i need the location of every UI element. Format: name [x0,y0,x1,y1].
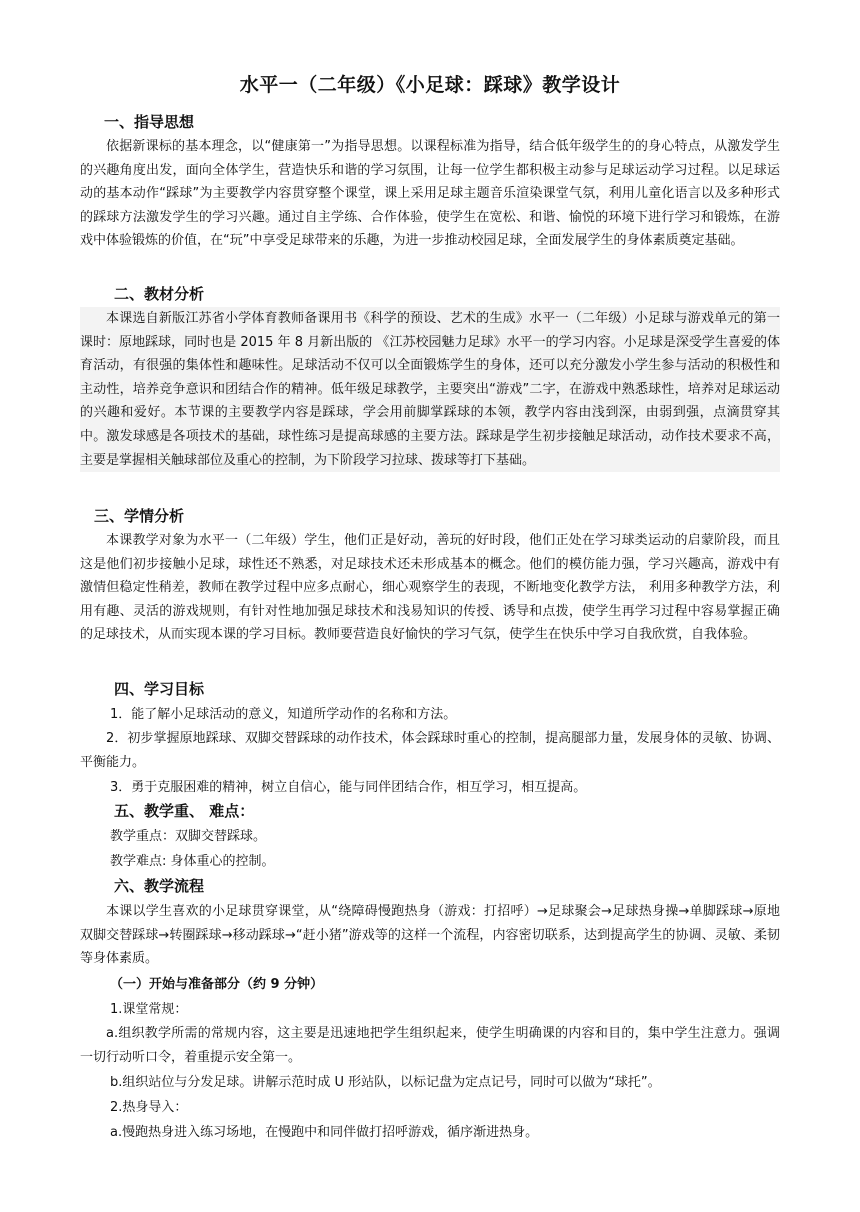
step-warm-up: 2.热身导入： [110,1100,188,1115]
section-body-teaching-process [80,900,780,971]
goal-item-3: 3．勇于克服困难的精神，树立自信心，能与同伴团结合作，相互学习，相互提高。 [110,780,587,795]
goal-item-2 [80,727,780,774]
section-heading-key-points: 五、教学重、 难点： [114,802,255,820]
section-heading-teaching-process: 六、教学流程 [114,877,205,895]
step-warm-up-a: a.慢跑热身进入练习场地，在慢跑中和同伴做打招呼游戏，循序渐进热身。 [110,1125,539,1140]
section-body-material-analysis [80,307,780,472]
key-point-text: 教学重点：双脚交替踩球。 [110,829,267,844]
section-heading-learner-analysis: 三、学情分析 [94,507,185,525]
step-class-routine: 1.课堂常规： [110,1002,188,1017]
step-class-routine-a [80,1022,780,1069]
part-heading-start-prep: （一）开始与准备部分（约 9 分钟） [110,977,324,992]
goal-item-1: 1．能了解小足球活动的意义，知道所学动作的名称和方法。 [110,707,457,722]
paragraph: 本课以学生喜欢的小足球贯穿课堂，从“绕障碍慢跑热身（游戏：打招呼）→足球聚会→足球热身操→单脚踩球→原地双脚交替踩球→转圈踩球→移动踩球→“赶小猪”游戏等的这样一个流程，内容密切联系，达到提高学生的协调、灵敏、柔韧等身体素质。 [80,904,780,967]
paragraph: 本课教学对象为水平一（二年级）学生，他们正是好动，善玩的好时段，他们正处在学习球类运动的启蒙阶段，而且这是他们初步接触小足球，球性还不熟悉，对足球技术还未形成基本的概念。他们的模仿能力强，学习兴趣高，游戏中有激情但稳定性稍差，教师在教学过程中应多点耐心，细心观察学生的表现，不断地变化教学方法， 利用多种教学方法，利用有趣、灵活的游戏规则，有针对性地加强足球技术和浅易知识的传授、诱导和点拨，使学生再学习过程中容易掌握正确的足球技术，从而实现本课的学习目标。教师要营造良好愉快的学习气氛，使学生在快乐中学习自我欣赏，自我体验。 [80,533,780,643]
paragraph: 2．初步掌握原地踩球、双脚交替踩球的动作技术，体会踩球时重心的控制，提高腿部力量，发展身体的灵敏、协调、平衡能力。 [80,731,780,770]
section-heading-learning-goals: 四、学习目标 [114,680,205,698]
difficulty-text: 教学难点: 身体重心的控制。 [110,854,275,869]
paragraph: 依据新课标的基本理念，以“健康第一”为指导思想。以课程标准为指导，结合低年级学生的的身心特点，从激发学生的兴趣角度出发，面向全体学生，营造快乐和谐的学习氛围，让每一位学生都积极主动参与足球运动学习过程。以足球运动的基本动作“踩球”为主要教学内容贯穿整个课堂，课上采用足球主题音乐渲染课堂气氛，利用儿童化语言以及多种形式的踩球方法激发学生的学习兴趣。通过自主学练、合作体验，使学生在宽松、和谐、愉悦的环境下进行学习和锻炼，在游戏中体验锻炼的价值，在“玩”中享受足球带来的乐趣，为进一步推动校园足球，全面发展学生的身体素质奠定基础。 [80,139,780,249]
document-title: 水平一（二年级）《小足球：踩球》教学设计 [239,74,621,96]
section-body-guiding-ideology [80,135,780,253]
step-class-routine-b: b.组织站位与分发足球。讲解示范时成 U 形站队，以标记盘为定点记号，同时可以做为“球托”。 [110,1075,661,1090]
section-heading-material-analysis: 二、教材分析 [114,285,205,303]
paragraph: a.组织教学所需的常规内容，这主要是迅速地把学生组织起来，使学生明确课的内容和目的，集中学生注意力。强调一切行动听口令，着重提示安全第一。 [80,1026,780,1065]
paragraph: 本课选自新版江苏省小学体育教师备课用书《科学的预设、艺术的生成》水平一（二年级）小足球与游戏单元的第一课时：原地踩球，同时也是 2015 年 8 月新出版的 《江苏校园魅力足球》水平一的学习内容。小足球是深受学生喜爱的体育活动，有很强的集体性和趣味性。足球活动不仅可以全面锻炼学生的身体，还可以充分激发小学生参与活动的积极性和主动性，培养竞争意识和团结合作的精神。低年级足球教学，主要突出“游戏”二字，在游戏中熟悉球性，培养对足球运动的兴趣和爱好。本节课的主要教学内容是踩球，学会用前脚掌踩球的本领，教学内容由浅到深，由弱到强，点滴贯穿其中。激发球感是各项技术的基础，球性练习是提高球感的主要方法。踩球是学生初步接触足球活动，动作技术要求不高，主要是掌握相关触球部位及重心的控制，为下阶段学习拉球、拨球等打下基础。 [80,311,780,468]
section-body-learner-analysis [80,529,780,647]
section-heading-guiding-ideology: 一、指导思想 [104,113,195,131]
